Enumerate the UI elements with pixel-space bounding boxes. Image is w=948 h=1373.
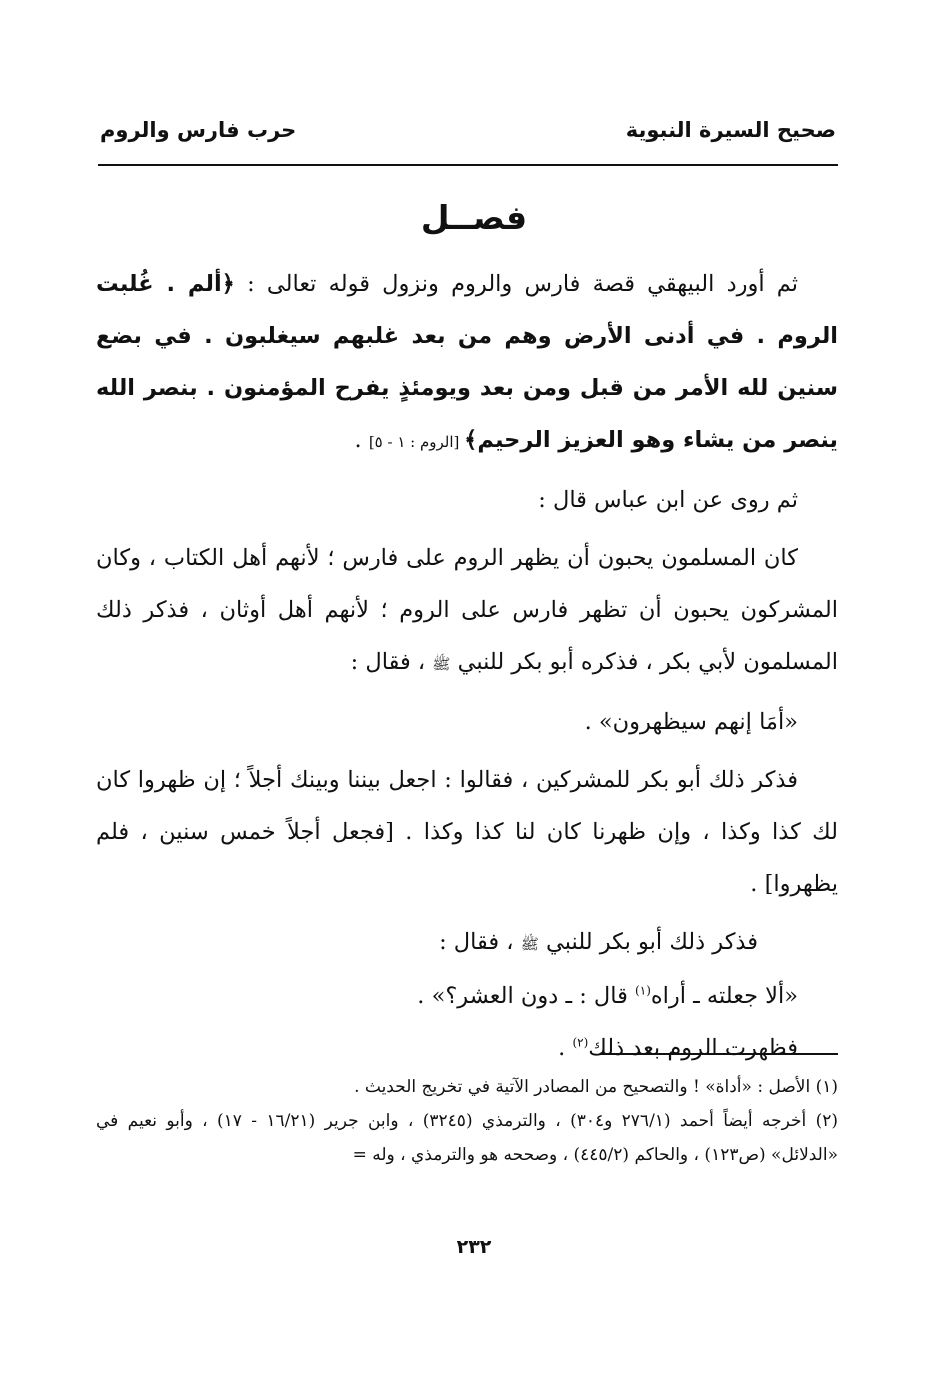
footnote-marker-1[interactable]: (١) — [635, 983, 651, 998]
running-header-book-title: صحيح السيرة النبوية — [625, 118, 836, 142]
reply-text: «ألا جعلته ـ أراه — [650, 983, 798, 1009]
intro-text: ثم أورد البيهقي قصة فارس والروم ونزول قوله تعالى : — [234, 271, 799, 297]
pbuh-glyph: ﷺ — [520, 935, 539, 953]
paragraph-quran-citation — [96, 258, 838, 468]
outcome-text: فظهرت الروم بعد ذلك — [588, 1035, 798, 1061]
paragraph-outcome — [96, 1022, 838, 1074]
report-end: ، فقال : — [439, 929, 521, 955]
paragraph-prophet-saying: «أمَا إنهم سيظهرون» . — [584, 709, 798, 735]
section-title: فصــل — [420, 198, 528, 237]
footnote-divider — [600, 1053, 838, 1055]
footnote-2: (٢) أخرجه أيضاً أحمد (٢٧٦/١ و٣٠٤) ، والترمذي (٣٢٤٥) ، وابن جرير (١٦/٢١ - ١٧) ، وأبو نعيم في «الدلائل» (ص١٢٣) ، والحاكم (٤٤٥/٢) ، وصححه هو والترمذي ، وله = — [96, 1111, 838, 1165]
header-divider — [98, 164, 838, 166]
reply-end: قال : ـ دون العشر؟» . — [417, 983, 636, 1009]
paragraph-wager: فذكر ذلك أبو بكر للمشركين ، فقالوا : اجعل بيننا وبينك أجلاً ؛ إن ظهروا كان لك كذا وكذا ، وإن ظهرنا كان لنا كذا وكذا . [فجعل أجلاً خمس سنين ، فلم يظهروا] . — [96, 767, 838, 897]
main-text — [96, 258, 838, 1074]
footnote-1: (١) الأصل : «أداة» ! والتصحيح من المصادر الآتية في تخريج الحديث . — [354, 1077, 838, 1097]
paragraph-prophet-reply — [96, 970, 838, 1022]
page-number: ٢٣٢ — [456, 1236, 492, 1258]
paragraph-report-to-prophet — [96, 916, 838, 970]
narration-end: ، فقال : — [350, 649, 433, 675]
verse-reference: [الروم : ١ - ٥] — [368, 433, 465, 451]
narration-text: كان المسلمون يحبون أن يظهر الروم على فارس ؛ لأنهم أهل الكتاب ، وكان المشركون يحبون أن تظهر فارس على الروم ؛ لأنهم أهل أوثان ، فذكر ذلك المسلمون لأبي بكر ، فذكره أبو بكر للنبي — [96, 545, 838, 675]
paragraph-end: . — [354, 427, 369, 453]
paragraph-narration-intro: ثم روى عن ابن عباس قال : — [538, 487, 798, 513]
paragraph-narration — [96, 532, 838, 690]
outcome-end: . — [558, 1035, 573, 1061]
report-text: فذكر ذلك أبو بكر للنبي — [538, 929, 758, 955]
running-header-chapter-title: حرب فارس والروم — [100, 118, 297, 142]
footnotes — [96, 1070, 838, 1172]
footnote-marker-2[interactable]: (٢) — [572, 1035, 589, 1050]
quran-verse: ﴿ألم . غُلبت الروم . في أدنى الأرض وهم من بعد غلبهم سيغلبون . في بضع سنين لله الأمر من قبل ومن بعد ويومئذٍ يفرح المؤمنون . بنصر الله ينصر من يشاء وهو العزيز الرحيم﴾ — [96, 271, 838, 453]
pbuh-glyph: ﷺ — [432, 655, 451, 673]
